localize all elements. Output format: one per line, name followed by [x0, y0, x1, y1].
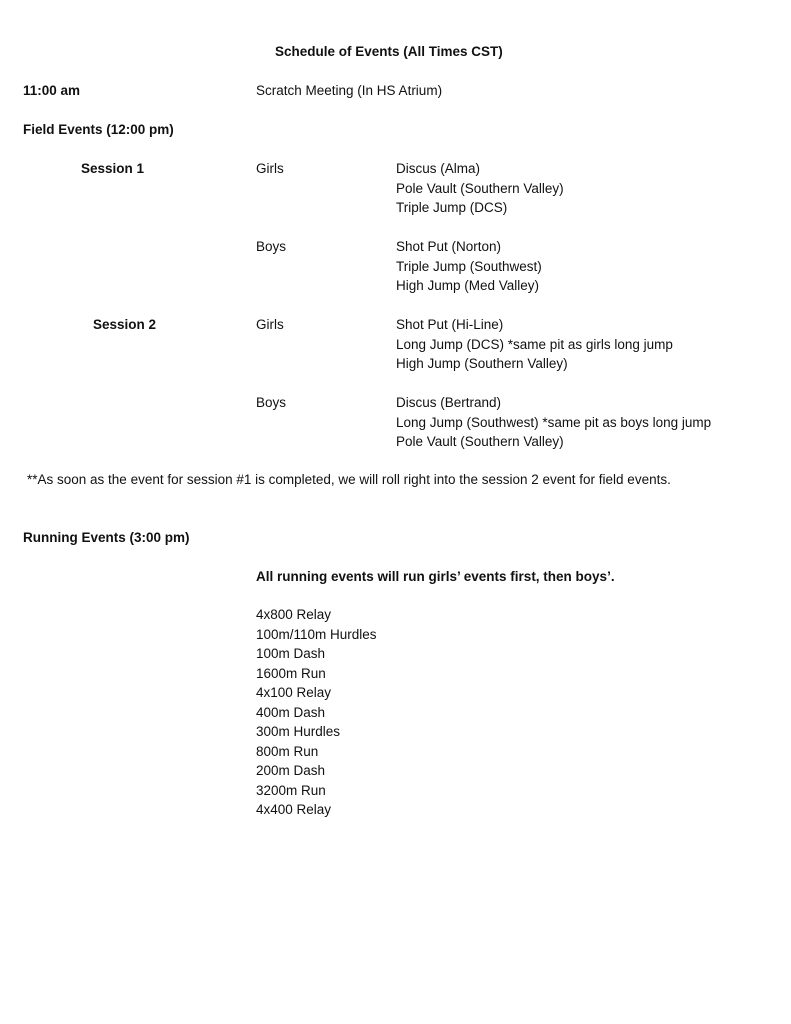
event-item: Long Jump (DCS) *same pit as girls long jump [396, 336, 673, 352]
running-events-intro: All running events will run girls’ events first, then boys’. [256, 569, 615, 584]
document-title: Schedule of Events (All Times CST) [275, 44, 503, 59]
running-event-item: 300m Hurdles [256, 724, 341, 739]
event-item: Pole Vault (Southern Valley) [396, 180, 564, 196]
event-item: Long Jump (Southwest) *same pit as boys long jump [396, 414, 712, 430]
event-item: Pole Vault (Southern Valley) [396, 434, 564, 449]
running-event-item: 4x400 Relay [256, 802, 332, 817]
running-event-item: 200m Dash [256, 763, 326, 778]
running-events-list [256, 605, 377, 820]
event-item: Discus (Bertrand) [396, 395, 502, 410]
scratch-time: 11:00 am [23, 83, 81, 98]
session-2-boys-label: Boys [256, 395, 287, 410]
session-2-girls-label: Girls [256, 317, 284, 332]
event-item: Discus (Alma) [396, 161, 481, 176]
running-event-item: 400m Dash [256, 704, 326, 720]
running-event-item: 100m Dash [256, 646, 326, 661]
event-item: Triple Jump (Southwest) [396, 258, 542, 274]
session-1-girls-label: Girls [256, 161, 284, 176]
event-item: High Jump (Southern Valley) [396, 356, 568, 371]
session-1-boys-label: Boys [256, 239, 287, 254]
running-event-item: 3200m Run [256, 782, 326, 798]
session-1-girls-events [396, 159, 564, 218]
session-1-boys-events [396, 237, 542, 296]
event-item: Triple Jump (DCS) [396, 200, 508, 215]
event-item: High Jump (Med Valley) [396, 278, 540, 293]
running-event-item: 800m Run [256, 743, 319, 759]
field-events-heading: Field Events (12:00 pm) [23, 122, 174, 137]
event-item: Shot Put (Norton) [396, 239, 502, 254]
event-item: Shot Put (Hi-Line) [396, 317, 504, 332]
scratch-description: Scratch Meeting (In HS Atrium) [256, 83, 443, 98]
session-2-girls-events [396, 315, 673, 374]
running-event-item: 4x100 Relay [256, 685, 332, 700]
field-events-note: **As soon as the event for session #1 is completed, we will roll right into the session 2 event for field events. [27, 472, 671, 487]
session-2-boys-events [396, 393, 711, 452]
session-1-label: Session 1 [81, 161, 145, 176]
running-event-item: 100m/110m Hurdles [256, 626, 377, 642]
running-events-heading: Running Events (3:00 pm) [23, 530, 190, 545]
running-event-item: 4x800 Relay [256, 607, 332, 622]
running-event-item: 1600m Run [256, 665, 326, 681]
session-2-label: Session 2 [93, 317, 157, 332]
